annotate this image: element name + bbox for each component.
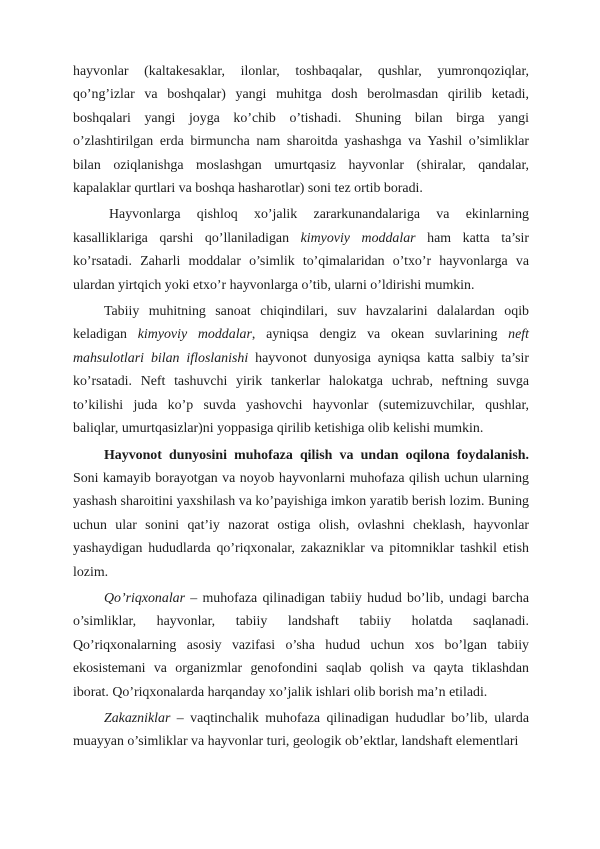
- paragraph-text: – muhofaza qilinadigan tabiiy hudud bo’lib, undagi barcha o’simliklar, hayvonlar, tabiiy landshaft tabiiy holatda saqlanadi. Qo’riqxonalarning asosiy vazifasi o’sha hudud uchun xos bo’lgan tabiiy ekosistemani va organizmlar genofondini saqlab qolish va qayta tiklashdan iborat. Qo’riqxonalarda harqanday xo’jalik ishlari olib borish ma’n etiladi.: [73, 590, 529, 700]
- paragraph-reserves: [73, 587, 529, 704]
- italic-term-chemicals: kimyoviy moddalar: [137, 327, 252, 343]
- paragraph-text-part1: Tabiiy muhitning sanoat chiqindilari, suv havzalarini dalalardan oqib keladigan: [73, 304, 529, 343]
- paragraph-text-part3: hayvonot dunyosiga ayniqsa katta salbiy ta’sir ko’rsatadi. Neft tashuvchi yirik tankerlar halokatga uchrab, neftning suvga to’kilishi juda ko’p suvda yashovchi hayvonlar (sutemizuvchilar, qushlar, baliqlar, umurtqasizlar)ni yoppasiga qirilib ketishiga olib kelishi mumkin.: [73, 350, 529, 437]
- paragraph-text: – vaqtinchalik muhofaza qilinadigan hududlar bo’lib, ularda muayyan o’simliklar va hayvonlar turi, geologik ob’ektlar, landshaft elementlari: [73, 710, 529, 750]
- paragraph-zakazniks: [73, 707, 529, 754]
- paragraph-industrial-pollution: [73, 300, 529, 440]
- italic-term-chemicals: kimyoviy moddalar: [300, 230, 416, 246]
- section-heading: Hayvonot dunyosini muhofaza qilish va undan oqilona foydalanish.: [104, 447, 529, 463]
- paragraph-text-after: ham katta ta’sir ko’rsatadi. Zaharli moddalar o’simlik to’qimalaridan o’txo’r hayvonlarga va ulardan yirtqich yoki etxo’r hayvonlarga o’tib, ularni o’ldirishi mumkin.: [73, 230, 530, 293]
- italic-term-zakazniks: Zakazniklar: [104, 710, 171, 726]
- paragraph-chemical-substances: [73, 203, 529, 297]
- paragraph-text: hayvonlar (kaltakesaklar, ilonlar, toshbaqalar, qushlar, yumronqoziqlar, qo’ng’izlar va boshqalar) yangi muhitga dosh berolmasdan qirilib ketadi, boshqalari yangi joyga ko’chib o’tishadi. Shuning bilan birga yangi o’zlashtirilgan erda birmuncha nam sharoitda yashashga va Yashil o’simliklar bilan oziqlanishga moslashgan umurtqasiz hayvonlar (shiralar, qandalar, kapalaklar qurtlari va boshqa hasharotlar) soni tez ortib boradi.: [73, 64, 529, 197]
- paragraph-text: Soni kamayib borayotgan va noyob hayvonlarni muhofaza qilish uchun ularning yashash sharoitini yaxshilash va ko’payishiga imkon yaratib berish lozim. Buning uchun ular sonini qat’iy nazorat ostiga olish, ovlashni cheklash, hayvonlar yashaydigan hududlarda qo’riqxonalar, zakazniklar va pitomniklar tashkil etish lozim.: [73, 470, 529, 580]
- italic-term-reserves: Qo’riqxonalar: [104, 590, 186, 606]
- paragraph-animals-migration: [73, 60, 529, 200]
- italic-term-oil-pollution: neft mahsulotlari bilan ifloslanishi: [73, 327, 530, 366]
- paragraph-text-before: Hayvonlarga qishloq xo’jalik zararkunandalariga va ekinlarning kasalliklariga qarshi qo’llaniladigan: [73, 207, 529, 246]
- paragraph-wildlife-protection: [73, 444, 529, 584]
- document-page: [73, 60, 529, 754]
- paragraph-text-part2: , ayniqsa dengiz va okean suvlarining: [251, 327, 509, 343]
